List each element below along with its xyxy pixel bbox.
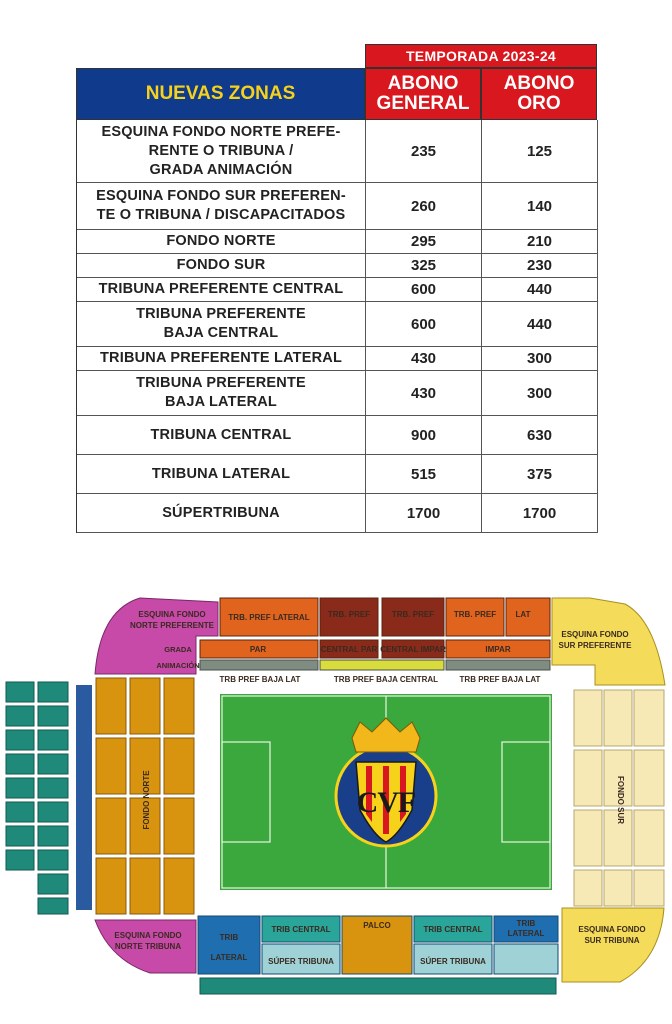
impar-label: IMPAR <box>485 645 511 654</box>
zone-name-line: BAJA LATERAL <box>165 394 277 410</box>
far-west-stands <box>6 682 68 914</box>
abono-general-price: 235 <box>366 120 482 182</box>
zone-name-cell <box>77 183 366 229</box>
zone-name-line: GRADA ANIMACIÓN <box>149 161 293 178</box>
zone-name-line: TE O TRIBUNA / DISCAPACITADOS <box>96 207 346 223</box>
trb-pref-label-2: TRB. PREF <box>391 610 435 619</box>
tribuna-front-strip <box>200 978 556 994</box>
zone-name-line: FONDO SUR <box>176 257 266 273</box>
trb-pref-baja-central-label: TRB PREF BAJA CENTRAL <box>333 675 439 684</box>
zone-name-line: RENTE O TRIBUNA / <box>148 142 294 159</box>
trb-pref-lateral-label: TRB. PREF LATERAL <box>228 613 310 622</box>
abono-oro-price: 140 <box>482 183 598 229</box>
tribuna-preferente-baja <box>200 660 550 670</box>
abono-general-price: 430 <box>366 371 482 415</box>
zone-name-line: TRIBUNA PREFERENTE <box>136 306 306 322</box>
table-row <box>77 278 598 302</box>
esquina-sur-trib-label-1: ESQUINA FONDO <box>578 925 646 934</box>
super-tribuna-label-1: SÚPER TRIBUNA <box>268 957 334 966</box>
central-impar-label: CENTRAL IMPAR <box>380 645 446 654</box>
table-row <box>77 183 598 230</box>
zone-name-cell <box>77 120 366 182</box>
table-header-row <box>76 68 597 120</box>
zone-name-cell <box>77 230 366 253</box>
abono-general-price: 600 <box>366 278 482 301</box>
zones-header: NUEVAS ZONAS <box>76 68 365 120</box>
table-row <box>77 416 598 455</box>
zone-name-line: TRIBUNA PREFERENTE <box>136 375 306 391</box>
zone-name-line: SÚPERTRIBUNA <box>162 504 280 521</box>
abono-oro-price: 125 <box>482 120 598 182</box>
zone-name-line: TRIBUNA CENTRAL <box>150 426 292 443</box>
fondo-norte-accessibility-strip <box>76 685 92 910</box>
abono-oro-header <box>481 68 597 120</box>
zone-name-line: TRIBUNA PREFERENTE LATERAL <box>99 350 343 366</box>
zone-name-cell <box>77 455 366 493</box>
table-row <box>77 302 598 347</box>
zone-name-line: TRIBUNA LATERAL <box>151 465 291 482</box>
abono-oro-price: 375 <box>482 455 598 493</box>
zone-name-cell <box>77 254 366 277</box>
trb-pref-baja-lat-label-1: TRB PREF BAJA LAT <box>219 675 301 684</box>
abono-general-price: 295 <box>366 230 482 253</box>
zone-name-cell <box>77 302 366 346</box>
abono-oro-price: 300 <box>482 371 598 415</box>
zone-name-cell <box>77 278 366 301</box>
central-par-label: CENTRAL PAR <box>320 645 378 654</box>
crest-letters: CVF <box>356 786 416 819</box>
zone-name-cell <box>77 416 366 454</box>
trib-lateral-label-2a: TRIB <box>516 919 536 928</box>
esquina-fondo-sur-tribuna <box>562 908 664 982</box>
esquina-norte-pref-label-2: NORTE PREFERENTE <box>129 621 215 630</box>
abono-general-price: 260 <box>366 183 482 229</box>
abono-general-header <box>365 68 481 120</box>
trib-central-label-1: TRIB CENTRAL <box>271 925 331 934</box>
table-row <box>77 120 598 183</box>
abono-oro-line2: ORO <box>517 93 561 114</box>
zone-name-cell <box>77 494 366 532</box>
abono-oro-price: 230 <box>482 254 598 277</box>
abono-general-price: 325 <box>366 254 482 277</box>
abono-general-price: 430 <box>366 347 482 370</box>
palco-label: PALCO <box>363 921 391 930</box>
stadium-map <box>0 590 672 1024</box>
abono-oro-price: 300 <box>482 347 598 370</box>
zone-name-line: ESQUINA FONDO NORTE PREFE- <box>101 123 341 140</box>
table-row <box>77 254 598 278</box>
zone-name-cell <box>77 347 366 370</box>
par-label: PAR <box>249 645 267 654</box>
esquina-norte-trib-label-2: NORTE TRIBUNA <box>114 942 182 951</box>
super-tribuna-label-2: SÚPER TRIBUNA <box>420 957 486 966</box>
zone-name-line: ESQUINA FONDO SUR PREFEREN- <box>96 188 346 204</box>
abono-general-price: 1700 <box>366 494 482 532</box>
abono-oro-price: 440 <box>482 302 598 346</box>
abono-oro-price: 210 <box>482 230 598 253</box>
zone-name-cell <box>77 371 366 415</box>
esquina-sur-pref-label-2: SUR PREFERENTE <box>558 641 632 650</box>
grada-label-1: GRADA <box>164 645 192 654</box>
zone-name-line: BAJA CENTRAL <box>163 325 279 341</box>
table-row <box>77 230 598 254</box>
trib-lateral-label-1b: LATERAL <box>210 953 248 962</box>
trb-pref-label-1: TRB. PREF <box>327 610 371 619</box>
trib-lateral-label-2b: LATERAL <box>507 929 545 938</box>
esquina-norte-pref-label-1: ESQUINA FONDO <box>138 610 206 619</box>
abono-general-price: 600 <box>366 302 482 346</box>
season-header: TEMPORADA 2023-24 <box>365 44 597 68</box>
zone-name-line: TRIBUNA PREFERENTE CENTRAL <box>98 281 344 297</box>
abono-oro-price: 1700 <box>482 494 598 532</box>
abono-general-line2: GENERAL <box>376 93 470 114</box>
abono-general-price: 900 <box>366 416 482 454</box>
abono-general-line1: ABONO <box>387 73 459 94</box>
esquina-sur-pref-label-1: ESQUINA FONDO <box>561 630 629 639</box>
zone-name-line: FONDO NORTE <box>166 233 276 249</box>
stadium-svg <box>0 590 672 1024</box>
lat-label: LAT <box>515 610 531 619</box>
fondo-norte-label: FONDO NORTE <box>142 770 151 830</box>
abono-oro-line1: ABONO <box>503 73 575 94</box>
abono-oro-price: 630 <box>482 416 598 454</box>
trib-lateral-label-1a: TRIB <box>219 933 239 942</box>
esquina-norte-trib-label-1: ESQUINA FONDO <box>114 931 182 940</box>
trib-central-label-2: TRIB CENTRAL <box>423 925 483 934</box>
table-row <box>77 455 598 494</box>
abono-general-price: 515 <box>366 455 482 493</box>
abono-oro-price: 440 <box>482 278 598 301</box>
table-row <box>77 347 598 371</box>
table-row <box>77 371 598 416</box>
trb-pref-label-3: TRB. PREF <box>453 610 497 619</box>
grada-label-2: ANIMACIÓN <box>156 661 200 670</box>
esquina-sur-trib-label-2: SUR TRIBUNA <box>584 936 640 945</box>
table-row <box>77 494 598 533</box>
trb-pref-baja-lat-label-2: TRB PREF BAJA LAT <box>459 675 541 684</box>
price-rows <box>76 120 598 533</box>
fondo-sur-label: FONDO SUR <box>616 776 625 824</box>
